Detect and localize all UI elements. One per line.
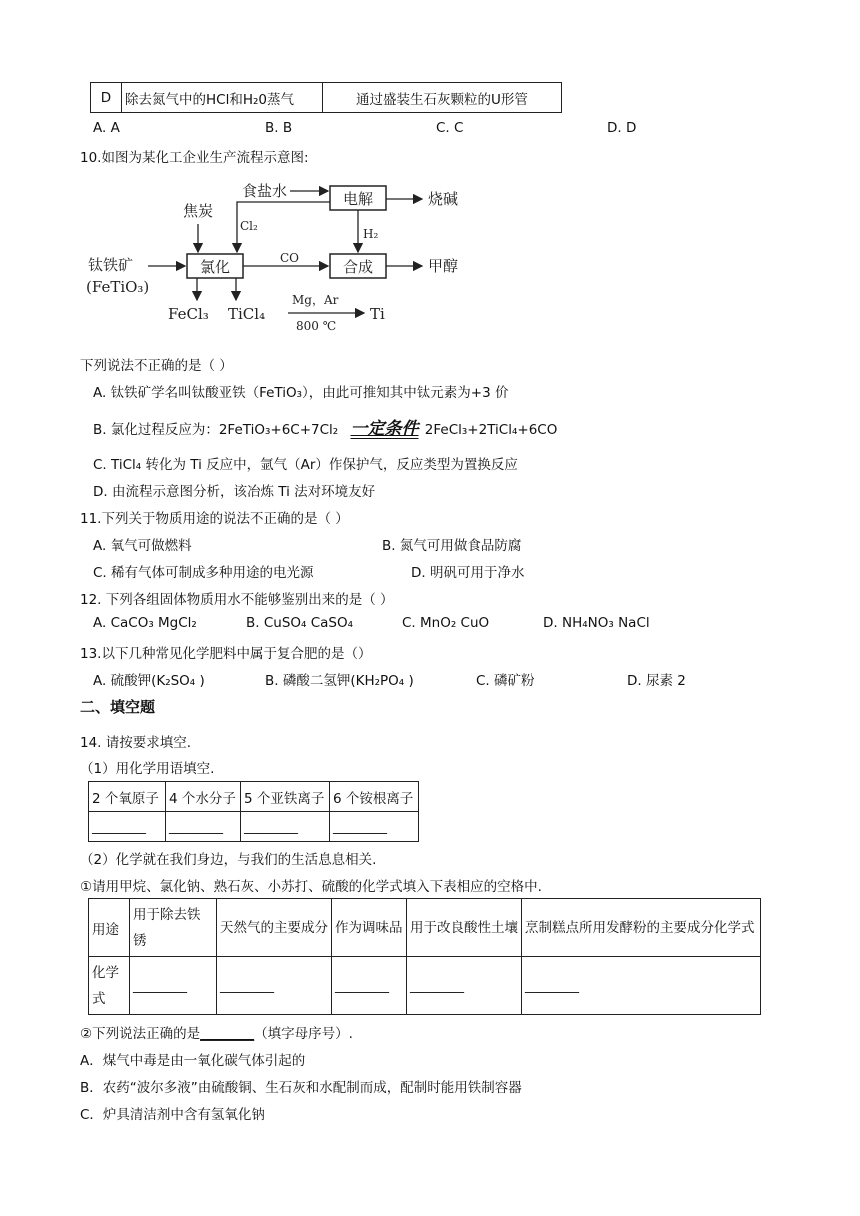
table2-blank[interactable]: ________	[130, 957, 217, 1015]
table2-blank[interactable]: ________	[407, 957, 522, 1015]
q14-sub2-prefix: ②下列说法正确的是	[80, 1026, 201, 1042]
table1-header: 6 个铵根离子	[330, 782, 419, 812]
section-heading: 二、填空题	[80, 698, 156, 716]
methanol-label: 甲醇	[428, 257, 459, 275]
condition-top-label: Mg，Ar	[292, 293, 339, 307]
q9-option-d: D. D	[607, 120, 637, 136]
q13-option-b: B. 磷酸二氢钾(KH₂PO₄ )	[265, 673, 414, 689]
caustic-soda-label: 烧碱	[428, 190, 459, 208]
co-label: CO	[280, 251, 300, 265]
q14-part1: （1）用化学用语填空.	[80, 761, 215, 777]
q10-stem: 10.如图为某化工企业生产流程示意图:	[80, 150, 309, 166]
table1-blank[interactable]: ________	[241, 812, 330, 842]
q13-option-c: C. 磷矿粉	[476, 673, 535, 689]
q11-stem: 11.下列关于物质用途的说法不正确的是（ ）	[80, 511, 349, 527]
q12-option-d: D. NH₄NO₃ NaCl	[543, 615, 650, 631]
q11-option-b: B. 氮气可用做食品防腐	[382, 538, 522, 554]
fecl3-label: FeCl₃	[168, 305, 209, 323]
table2-blank[interactable]: ________	[332, 957, 407, 1015]
top-table-method: 通过盛装生石灰颗粒的U形管	[323, 83, 562, 113]
top-table-purpose: 除去氮气中的HCl和H₂0蒸气	[122, 83, 323, 113]
q14-sub2	[80, 1022, 353, 1042]
q13-option-d: D. 尿素 2	[627, 673, 686, 689]
table1-blank[interactable]: ________	[330, 812, 419, 842]
q12-option-a: A. CaCO₃ MgCl₂	[93, 615, 197, 631]
q10-option-a: A. 钛铁矿学名叫钛酸亚铁（FeTiO₃），由此可推知其中钛元素为+3 价	[93, 385, 509, 401]
q10-prompt: 下列说法不正确的是（ ）	[80, 358, 233, 374]
q11-option-d: D. 明矾可用于净水	[411, 565, 525, 581]
q14-option-b: B．农药“波尔多液”由硫酸铜、生石灰和水配制而成，配制时能用铁制容器	[80, 1080, 522, 1096]
table1-header: 4 个水分子	[166, 782, 241, 812]
q14-sub1: ①请用甲烷、氯化钠、熟石灰、小苏打、硫酸的化学式填入下表相应的空格中.	[80, 879, 542, 895]
table1-header: 2 个氧原子	[89, 782, 166, 812]
cl2-label: Cl₂	[240, 219, 258, 233]
electrolysis-label: 电解	[342, 190, 374, 208]
salt-water-label: 食盐水	[242, 182, 288, 200]
q12-option-b: B. CuSO₄ CaSO₄	[246, 615, 354, 631]
table2-row-label: 用途	[89, 899, 130, 957]
q10-option-c: C. TiCl₄ 转化为 Ti 反应中，氩气（Ar）作保护气，反应类型为置换反应	[93, 457, 518, 473]
q10-option-d: D. 由流程示意图分析，该冶炼 Ti 法对环境友好	[93, 484, 376, 500]
h2-label: H₂	[363, 227, 379, 241]
top-table	[90, 82, 562, 113]
table2-header: 烹制糕点所用发酵粉的主要成分化学式	[522, 899, 761, 957]
q10-option-b-right: 2FeCl₃+2TiCl₄+6CO	[424, 422, 558, 438]
table2-header: 作为调味品	[332, 899, 407, 957]
q12-option-c: C. MnO₂ CuO	[402, 615, 490, 631]
chlorination-label: 氯化	[199, 258, 231, 276]
q13-option-a: A. 硫酸钾(K₂SO₄ )	[93, 673, 205, 689]
q14-part2: （2）化学就在我们身边，与我们的生活息息相关.	[80, 852, 377, 868]
ore-label: 钛铁矿	[88, 256, 134, 274]
q9-option-b: B. B	[265, 120, 293, 136]
q9-option-c: C. C	[436, 120, 464, 136]
top-table-letter: D	[91, 83, 122, 113]
ticl4-label: TiCl₄	[228, 305, 266, 323]
q12-stem: 12. 下列各组固体物质用水不能够鉴别出来的是（ ）	[80, 592, 394, 608]
table2-header: 天然气的主要成分	[217, 899, 332, 957]
q11-option-c: C. 稀有气体可制成多种用途的电光源	[93, 565, 314, 581]
table1-blank[interactable]: ________	[166, 812, 241, 842]
q14-table1	[88, 781, 419, 842]
q14-table2	[88, 898, 761, 1015]
table2-blank[interactable]: ________	[522, 957, 761, 1015]
ti-label: Ti	[370, 305, 385, 323]
q10-option-b-condition: 一定条件	[350, 419, 419, 439]
q11-option-a: A. 氧气可做燃料	[93, 538, 192, 554]
q14-option-c: C．炉具清洁剂中含有氢氧化钠	[80, 1107, 265, 1123]
q14-sub2-suffix: （填字母序号）.	[254, 1026, 353, 1042]
q14-option-a: A．煤气中毒是由一氧化碳气体引起的	[80, 1053, 306, 1069]
condition-bottom-label: 800 ℃	[296, 319, 337, 333]
table1-header: 5 个亚铁离子	[241, 782, 330, 812]
table2-header: 用于除去铁锈	[130, 899, 217, 957]
q14-stem: 14. 请按要求填空.	[80, 735, 192, 751]
table2-header: 用于改良酸性土壤	[407, 899, 522, 957]
ore-formula-label: (FeTiO₃)	[86, 278, 150, 296]
coke-label: 焦炭	[183, 202, 214, 220]
process-flow-diagram	[80, 172, 480, 342]
q10-option-b	[93, 414, 557, 439]
table2-blank[interactable]: ________	[217, 957, 332, 1015]
q9-option-a: A. A	[93, 120, 120, 136]
synthesis-label: 合成	[342, 258, 374, 276]
table1-blank[interactable]: ________	[89, 812, 166, 842]
q10-option-b-left: B. 氯化过程反应为：2FeTiO₃+6C+7Cl₂	[93, 422, 339, 438]
q13-stem: 13.以下几种常见化学肥料中属于复合肥的是（）	[80, 646, 372, 662]
q14-sub2-blank[interactable]: ________	[200, 1026, 255, 1042]
table2-row-label: 化学式	[89, 957, 130, 1015]
